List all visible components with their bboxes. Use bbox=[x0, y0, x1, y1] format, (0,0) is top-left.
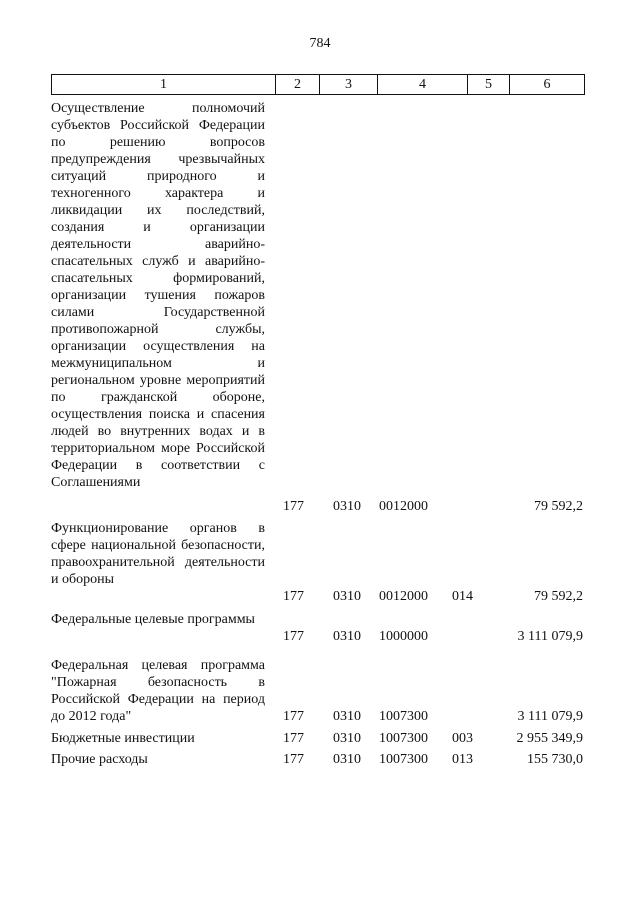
row-code-3: 0310 bbox=[333, 499, 361, 514]
row-amount: 3 111 079,9 bbox=[517, 709, 583, 724]
row-code-4: 0012000 bbox=[379, 589, 428, 604]
header-col-2: 2 bbox=[275, 74, 319, 95]
row-name: Федеральные целевые программы bbox=[51, 612, 255, 627]
row-code-4: 1007300 bbox=[379, 752, 428, 767]
row-amount: 79 592,2 bbox=[534, 589, 583, 604]
row-code-2: 177 bbox=[283, 709, 304, 724]
row-code-5: 013 bbox=[452, 752, 473, 767]
row-code-2: 177 bbox=[283, 499, 304, 514]
row-code-2: 177 bbox=[283, 731, 304, 746]
page-number: 784 bbox=[309, 36, 331, 51]
row-code-4: 1007300 bbox=[379, 731, 428, 746]
header-col-3: 3 bbox=[319, 74, 377, 95]
row-name: Бюджетные инвестиции bbox=[51, 731, 195, 746]
header-col-1: 1 bbox=[51, 74, 275, 95]
row-code-3: 0310 bbox=[333, 589, 361, 604]
row-code-4: 1007300 bbox=[379, 709, 428, 724]
row-code-2: 177 bbox=[283, 589, 304, 604]
header-col-5: 5 bbox=[467, 74, 509, 95]
table-header bbox=[51, 74, 585, 95]
row-name: Прочие расходы bbox=[51, 752, 148, 767]
row-code-2: 177 bbox=[283, 752, 304, 767]
row-code-4: 0012000 bbox=[379, 499, 428, 514]
row-code-3: 0310 bbox=[333, 629, 361, 644]
row-code-3: 0310 bbox=[333, 752, 361, 767]
header-col-4: 4 bbox=[377, 74, 467, 95]
row-amount: 3 111 079,9 bbox=[517, 629, 583, 644]
row-name: Осуществление полномочий субъектов Российской Федерации по решению вопросов предупреждения чрезвычайных ситуаций природного и техногенного характера и ликвидации их последствий, создания и организации деятельности аварийно-спасательных служб и аварийно-спасательных формирований, организации тушения пожаров силами Государственной противопожарной службы, организации осуществления на межмуниципальном и региональном уровне мероприятий по гражданской обороне, осуществления поиска и спасения людей во внутренних водах и в территориальном море Российской Федерации в соответствии с Соглашениями bbox=[51, 101, 265, 490]
header-col-6: 6 bbox=[509, 74, 585, 95]
row-code-2: 177 bbox=[283, 629, 304, 644]
row-code-5: 014 bbox=[452, 589, 473, 604]
row-name: Функционирование органов в сфере национальной безопасности, правоохранительной деятельности и обороны bbox=[51, 521, 265, 587]
row-code-5: 003 bbox=[452, 731, 473, 746]
row-amount: 2 955 349,9 bbox=[516, 731, 583, 746]
row-code-4: 1000000 bbox=[379, 629, 428, 644]
row-amount: 155 730,0 bbox=[527, 752, 583, 767]
row-code-3: 0310 bbox=[333, 731, 361, 746]
row-name: Федеральная целевая программа "Пожарная безопасность в Российской Федерации на период до 2012 года" bbox=[51, 658, 265, 724]
row-code-3: 0310 bbox=[333, 709, 361, 724]
row-amount: 79 592,2 bbox=[534, 499, 583, 514]
